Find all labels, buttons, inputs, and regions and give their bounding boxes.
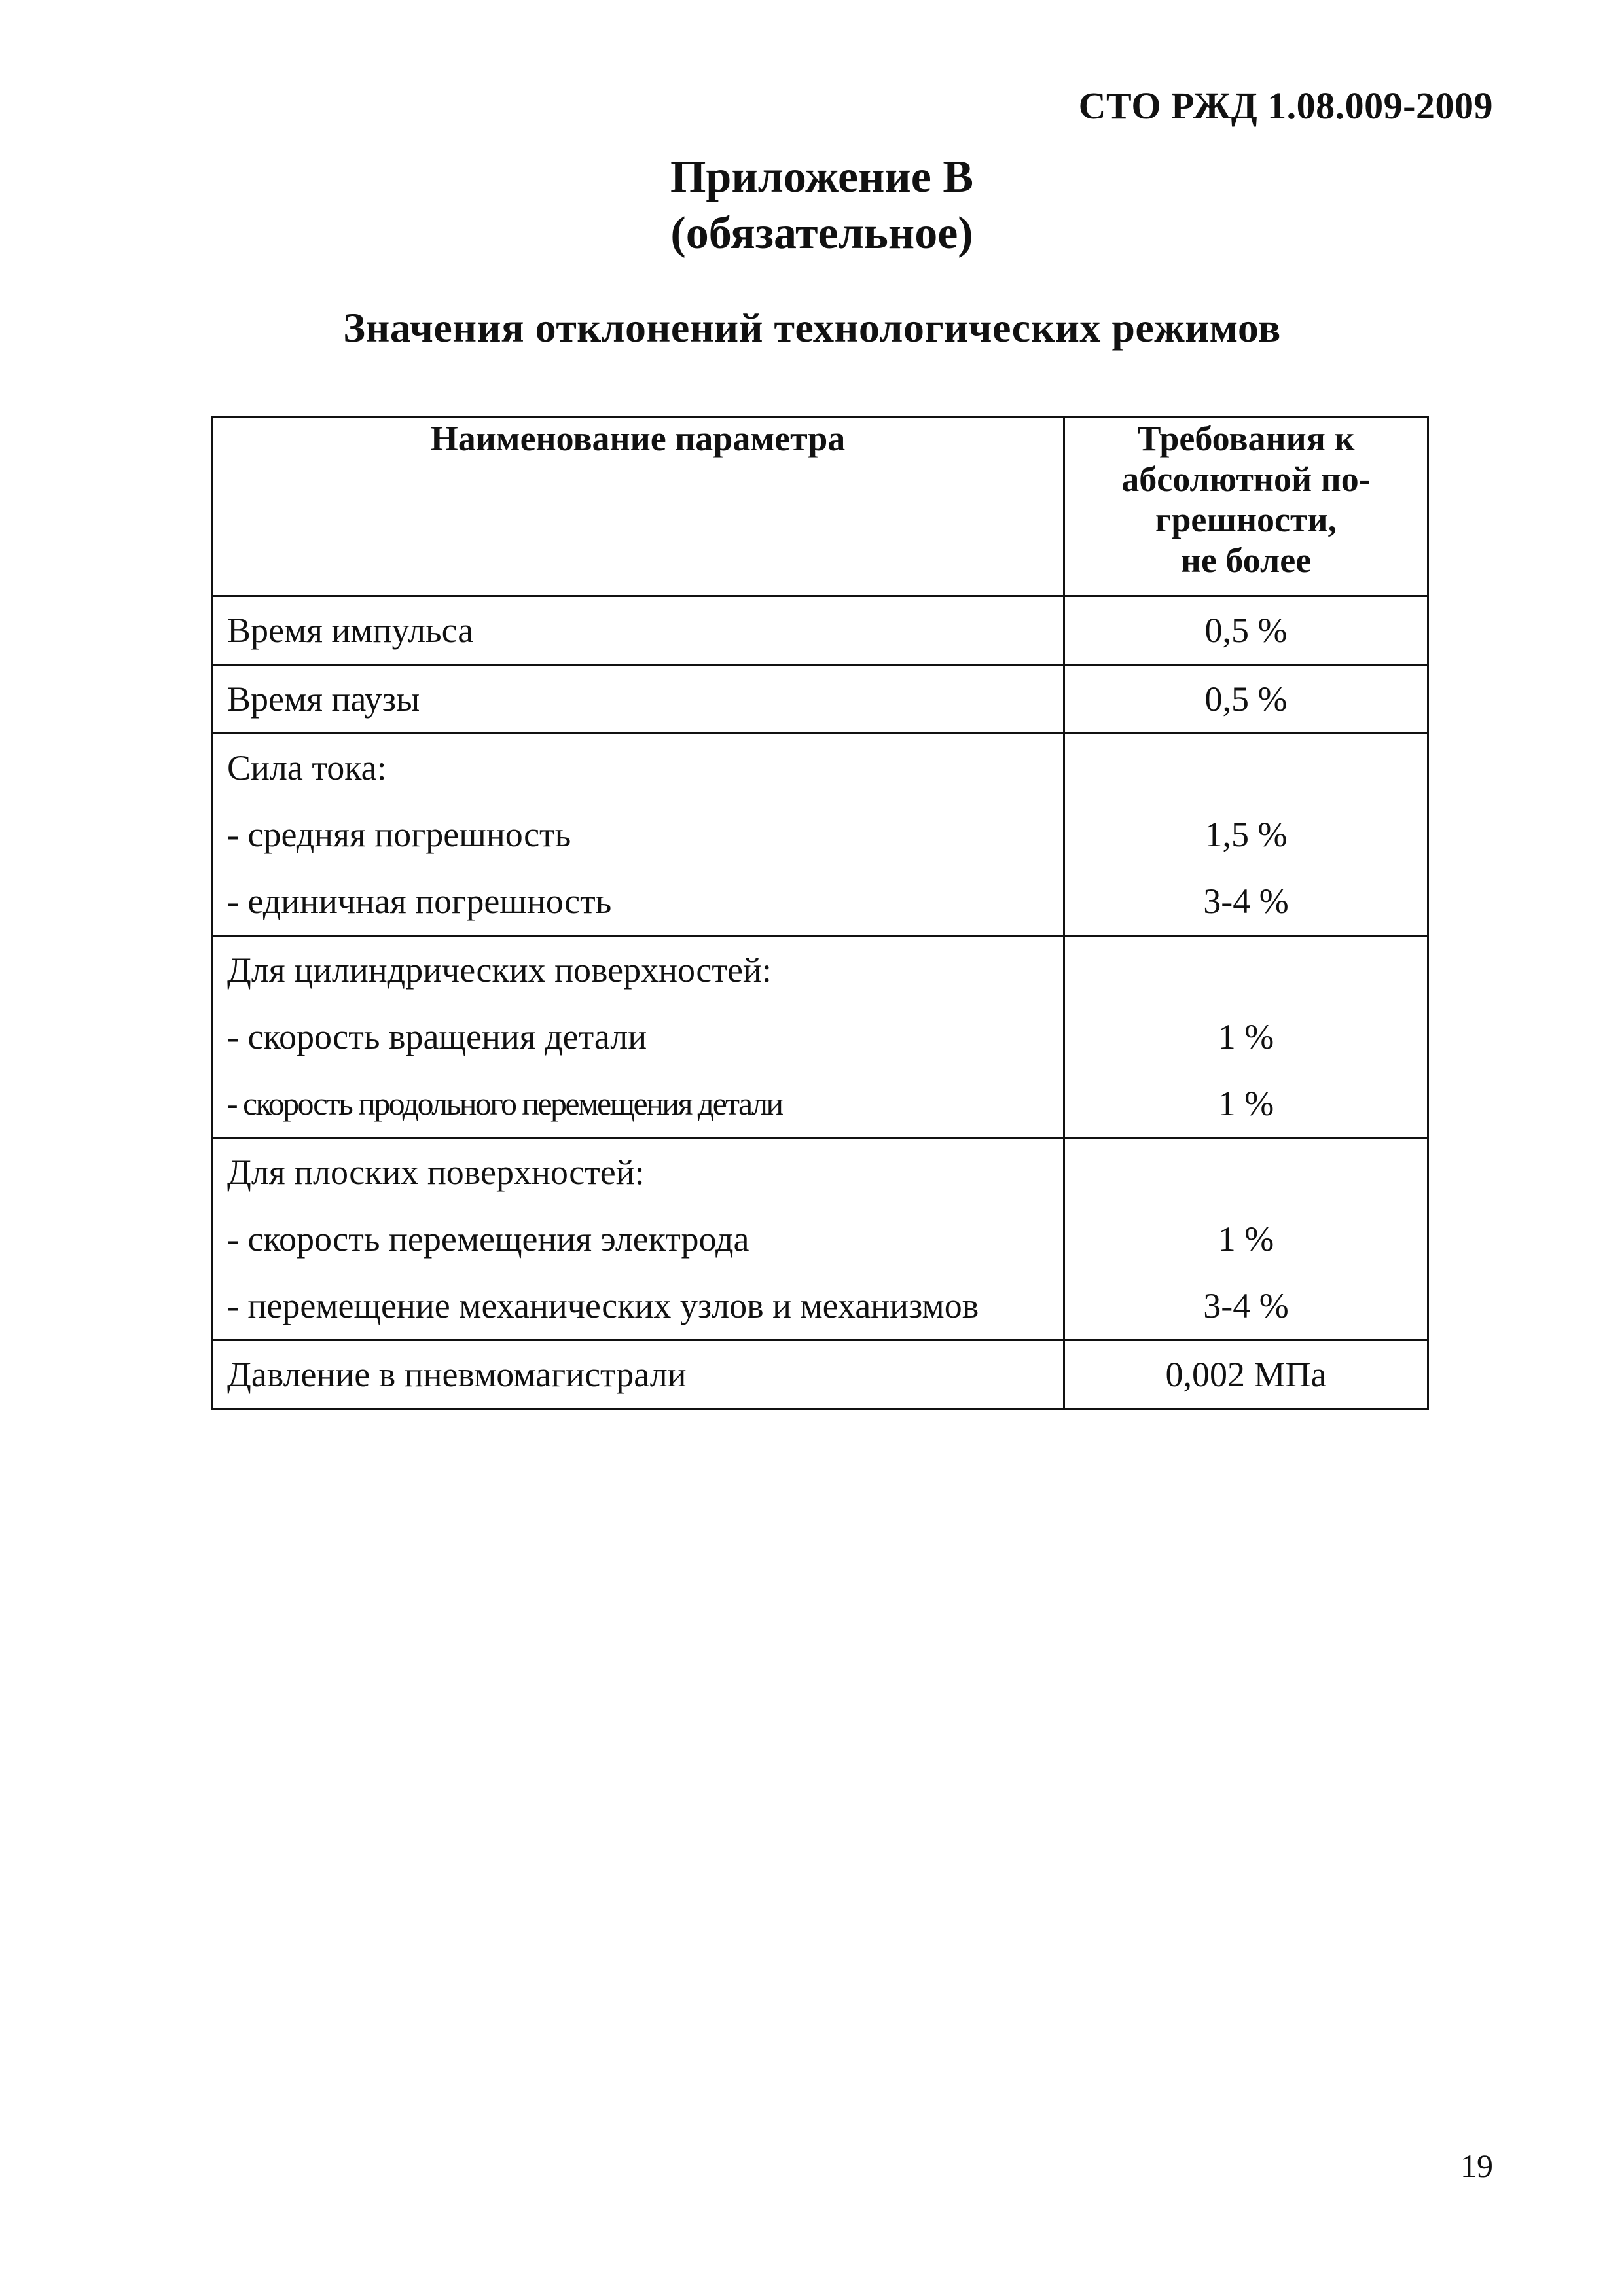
document-code: СТО РЖД 1.08.009-2009 bbox=[1078, 84, 1493, 127]
column-header-requirement bbox=[1064, 418, 1428, 596]
table-row bbox=[212, 1138, 1428, 1340]
parameter-subitem: - единичная погрешность bbox=[227, 882, 612, 921]
parameter-cell bbox=[212, 665, 1064, 734]
tolerance-value: 1,5 % bbox=[1204, 815, 1288, 854]
parameter-subitem: - скорость перемещения электрода bbox=[227, 1219, 749, 1259]
table-header-row bbox=[212, 418, 1428, 596]
parameter-group-name: Для плоских поверхностей: bbox=[227, 1153, 645, 1192]
parameter-subitem: - средняя погрешность bbox=[227, 815, 571, 854]
parameter-group-name: Для цилиндрических поверхностей: bbox=[227, 950, 772, 990]
tolerance-value: 1 % bbox=[1218, 1219, 1274, 1259]
parameter-name: Время импульса bbox=[227, 611, 474, 650]
column-header-requirement-line: грешности, bbox=[1155, 500, 1337, 539]
tolerance-value: 0,5 % bbox=[1204, 679, 1288, 719]
column-header-requirement-line: Требования к bbox=[1137, 419, 1355, 458]
tolerance-value: 3-4 % bbox=[1203, 882, 1289, 921]
value-cell bbox=[1064, 1340, 1428, 1409]
column-header-parameter bbox=[212, 418, 1064, 596]
column-header-parameter-label: Наименование параметра bbox=[430, 419, 846, 458]
parameter-subitem: - скорость вращения детали bbox=[227, 1017, 647, 1056]
appendix-title: Приложение В bbox=[670, 152, 974, 202]
parameter-group-name: Сила тока: bbox=[227, 748, 387, 787]
tolerance-value bbox=[1065, 1139, 1427, 1206]
page-number: 19 bbox=[1460, 2147, 1493, 2184]
parameter-subitem: - скорость продольного перемещения детали bbox=[227, 1085, 782, 1122]
table-row bbox=[212, 936, 1428, 1138]
table-title: Значения отклонений технологических режимов bbox=[343, 304, 1281, 351]
parameter-cell bbox=[212, 596, 1064, 665]
tolerance-value bbox=[1065, 937, 1427, 1003]
parameter-subitem: - перемещение механических узлов и механизмов bbox=[227, 1286, 979, 1325]
parameter-name: Давление в пневмомагистрали bbox=[227, 1355, 687, 1394]
tolerance-value bbox=[1065, 734, 1427, 801]
tolerance-value: 0,002 МПа bbox=[1165, 1355, 1327, 1394]
requirements-table bbox=[211, 416, 1429, 1410]
tolerance-value: 0,5 % bbox=[1204, 611, 1288, 650]
appendix-heading bbox=[0, 149, 1624, 262]
table-row bbox=[212, 1340, 1428, 1409]
parameter-cell bbox=[212, 936, 1064, 1138]
tolerance-value: 1 % bbox=[1218, 1017, 1274, 1056]
appendix-status: (обязательное) bbox=[670, 208, 973, 259]
parameter-cell bbox=[212, 1138, 1064, 1340]
value-cell bbox=[1064, 1138, 1428, 1340]
column-header-requirement-line: абсолютной по- bbox=[1121, 459, 1371, 499]
value-cell bbox=[1064, 734, 1428, 936]
table-row bbox=[212, 596, 1428, 665]
value-cell bbox=[1064, 936, 1428, 1138]
value-cell bbox=[1064, 596, 1428, 665]
parameter-cell bbox=[212, 1340, 1064, 1409]
value-cell bbox=[1064, 665, 1428, 734]
parameter-name: Время паузы bbox=[227, 679, 420, 719]
parameter-cell bbox=[212, 734, 1064, 936]
table-row bbox=[212, 665, 1428, 734]
tolerance-value: 3-4 % bbox=[1203, 1286, 1289, 1325]
tolerance-value: 1 % bbox=[1218, 1084, 1274, 1123]
column-header-requirement-line: не более bbox=[1180, 541, 1312, 580]
table-row bbox=[212, 734, 1428, 936]
